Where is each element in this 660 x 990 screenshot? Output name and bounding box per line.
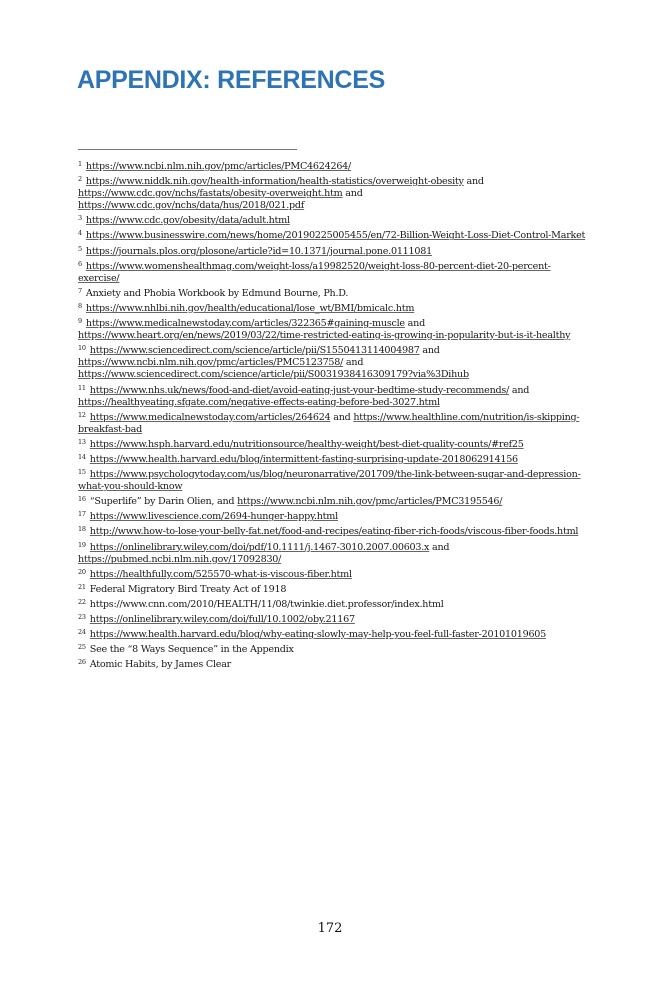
reference-link[interactable]: https://onlinelibrary.wiley.com/doi/full/10.1002/oby.21167 [89, 614, 355, 625]
reference-link[interactable]: https://www.ncbi.nlm.nih.gov/pmc/articles/PMC3195546/ [237, 496, 503, 508]
reference-link[interactable]: https://healthfully.com/525570-what-is-viscous-fiber.html [89, 568, 352, 580]
footnote-number: 12 [78, 410, 86, 419]
reference-link[interactable]: https://www.health.harvard.edu/blog/intermittent-fasting-surprising-update-2018062914156 [89, 453, 518, 465]
footnote-1 [78, 158, 588, 173]
footnote-number: 2 [78, 175, 82, 184]
reference-link[interactable]: https://www.health.harvard.edu/blog/why-eating-slowly-may-help-you-feel-full-faster-20101019605 [89, 629, 547, 641]
footnote-5 [78, 243, 588, 258]
reference-link[interactable]: https://www.medicalnewstoday.com/articles/264624 [89, 411, 331, 423]
footnote-text: Atomic Habits, by James Clear [89, 659, 232, 671]
reference-link[interactable]: https://www.businesswire.com/news/home/20190225005455/en/72-Billion-Weight-Loss-Diet-Control-Market [85, 230, 586, 242]
footnote-number: 19 [78, 540, 86, 549]
footnote-number: 13 [78, 437, 86, 446]
footnote-21 [78, 581, 588, 596]
footnote-11 [78, 382, 588, 409]
footnote-number: 4 [78, 229, 82, 238]
footnote-number: 21 [78, 582, 86, 591]
reference-link[interactable]: https://onlinelibrary.wiley.com/doi/pdf/10.1111/j.1467-3010.2007.00603.x [89, 541, 430, 553]
footnote-text: and [342, 188, 363, 200]
footnote-text: and [419, 345, 440, 357]
footnote-text: and [330, 411, 354, 423]
reference-link[interactable]: https://www.cdc.gov/nchs/data/hus/2018/021.pdf [78, 200, 305, 212]
footnote-number: 9 [78, 317, 82, 326]
footnote-text: and [429, 541, 450, 553]
reference-link[interactable]: https://www.ncbi.nlm.nih.gov/pmc/articles/PMC4624264/ [85, 161, 352, 172]
footnote-text: https://www.cnn.com/2010/HEALTH/11/08/twinkie.diet.professor/index.html [89, 598, 444, 610]
reference-link[interactable]: http://www.how-to-lose-your-belly-fat.net/food-and-recipes/eating-fiber-rich-foods/viscous-fiber-foods.html [89, 526, 579, 538]
footnote-10 [78, 342, 588, 381]
footnote-number: 23 [78, 613, 86, 621]
footnote-16 [78, 493, 588, 508]
page-title: APPENDIX: REFERENCES [77, 66, 385, 94]
footnote-text: and [404, 318, 425, 330]
footnote-number: 3 [78, 214, 82, 223]
reference-link[interactable]: https://www.healthline.com/nutrition/is-skipping-breakfast-bad [78, 411, 580, 435]
reference-link[interactable]: https://www.hsph.harvard.edu/nutritionsource/healthy-weight/best-diet-quality-counts/#ref25 [89, 438, 524, 450]
footnote-18 [78, 523, 588, 538]
footnote-26 [78, 656, 588, 671]
footnote-number: 1 [78, 160, 82, 168]
footnote-separator [78, 149, 297, 150]
reference-link[interactable]: https://www.nhs.uk/news/food-and-diet/avoid-eating-just-your-bedtime-study-recommends/ [89, 384, 510, 396]
footnote-number: 22 [78, 597, 86, 606]
footnote-number: 17 [78, 510, 86, 519]
footnote-25 [78, 641, 588, 656]
footnote-2 [78, 173, 588, 212]
reference-link[interactable]: https://www.cdc.gov/obesity/data/adult.html [85, 215, 290, 227]
footnote-20 [78, 566, 588, 581]
footnote-text: and [343, 357, 364, 369]
reference-link[interactable]: https://www.medicalnewstoday.com/articles/322365#gaining-muscle [85, 318, 405, 330]
footnote-9 [78, 315, 588, 342]
reference-link[interactable]: https://www.cdc.gov/nchs/fastats/obesity-overweight.htm [78, 188, 343, 200]
footnote-3 [78, 212, 588, 227]
footnote-14 [78, 451, 588, 466]
footnote-19 [78, 539, 588, 566]
reference-link[interactable]: https://www.womenshealthmag.com/weight-loss/a19982520/weight-loss-80-percent-diet-20-percent-exercise/ [78, 260, 551, 284]
reference-link[interactable]: https://journals.plos.org/plosone/article?id=10.1371/journal.pone.0111081 [85, 245, 432, 257]
footnote-text: and [509, 384, 530, 396]
reference-link[interactable]: https://www.nhlbi.nih.gov/health/educational/lose_wt/BMI/bmicalc.htm [85, 302, 415, 314]
reference-link[interactable]: https://www.livescience.com/2694-hunger-happy.html [89, 511, 338, 523]
footnote-number: 18 [78, 525, 86, 534]
footnote-number: 20 [78, 567, 86, 576]
footnote-15 [78, 466, 588, 493]
reference-link[interactable]: https://healthyeating.sfgate.com/negative-effects-eating-before-bed-3027.html [78, 396, 440, 408]
footnote-17 [78, 508, 588, 523]
page-number: 172 [317, 921, 343, 936]
footnote-number: 16 [78, 495, 86, 504]
footnote-number: 24 [78, 628, 86, 637]
footnote-number: 7 [78, 286, 82, 295]
footnote-text: Anxiety and Phobia Workbook by Edmund Bourne, Ph.D. [85, 287, 349, 299]
reference-link[interactable]: https://www.heart.org/en/news/2019/03/22/time-restricted-eating-is-growing-in-popularity-but-is-it-healthy [78, 330, 571, 342]
footnote-text: “Superlife” by Darin Olien, and [89, 496, 238, 508]
footnote-12 [78, 409, 588, 436]
footnote-list [78, 158, 588, 671]
footnote-13 [78, 436, 588, 451]
footnote-number: 6 [78, 259, 82, 268]
footnote-number: 11 [78, 383, 86, 392]
footnote-number: 5 [78, 244, 82, 253]
footnote-23 [78, 611, 588, 626]
footnote-number: 25 [78, 643, 86, 652]
footnote-text: See the “8 Ways Sequence” in the Appendix [89, 644, 294, 656]
footnote-number: 26 [78, 658, 86, 667]
reference-link[interactable]: https://www.psychologytoday.com/us/blog/neuronarrative/201709/the-link-between-sugar-and-depression-what-you-should-know [78, 469, 581, 493]
footnote-number: 8 [78, 301, 82, 310]
footnote-number: 14 [78, 452, 86, 461]
footnote-24 [78, 626, 588, 641]
footnote-text: and [463, 176, 484, 188]
footnote-4 [78, 227, 588, 242]
footnote-text: Federal Migratory Bird Treaty Act of 1918 [89, 583, 287, 595]
footnote-number: 10 [78, 344, 86, 353]
reference-link[interactable]: https://www.ncbi.nlm.nih.gov/pmc/articles/PMC5123758/ [78, 357, 344, 369]
footnote-8 [78, 300, 588, 315]
reference-link[interactable]: https://pubmed.ncbi.nlm.nih.gov/17092830/ [78, 553, 282, 565]
reference-link[interactable]: https://www.sciencedirect.com/science/article/pii/S0031938416309179?via%3Dihub [78, 369, 469, 381]
reference-link[interactable]: https://www.niddk.nih.gov/health-information/health-statistics/overweight-obesity [85, 176, 464, 188]
footnote-22 [78, 596, 588, 611]
footnote-6 [78, 258, 588, 285]
footnote-number: 15 [78, 468, 86, 477]
footnote-7 [78, 285, 588, 300]
reference-link[interactable]: https://www.sciencedirect.com/science/article/pii/S1550413114004987 [89, 345, 420, 357]
